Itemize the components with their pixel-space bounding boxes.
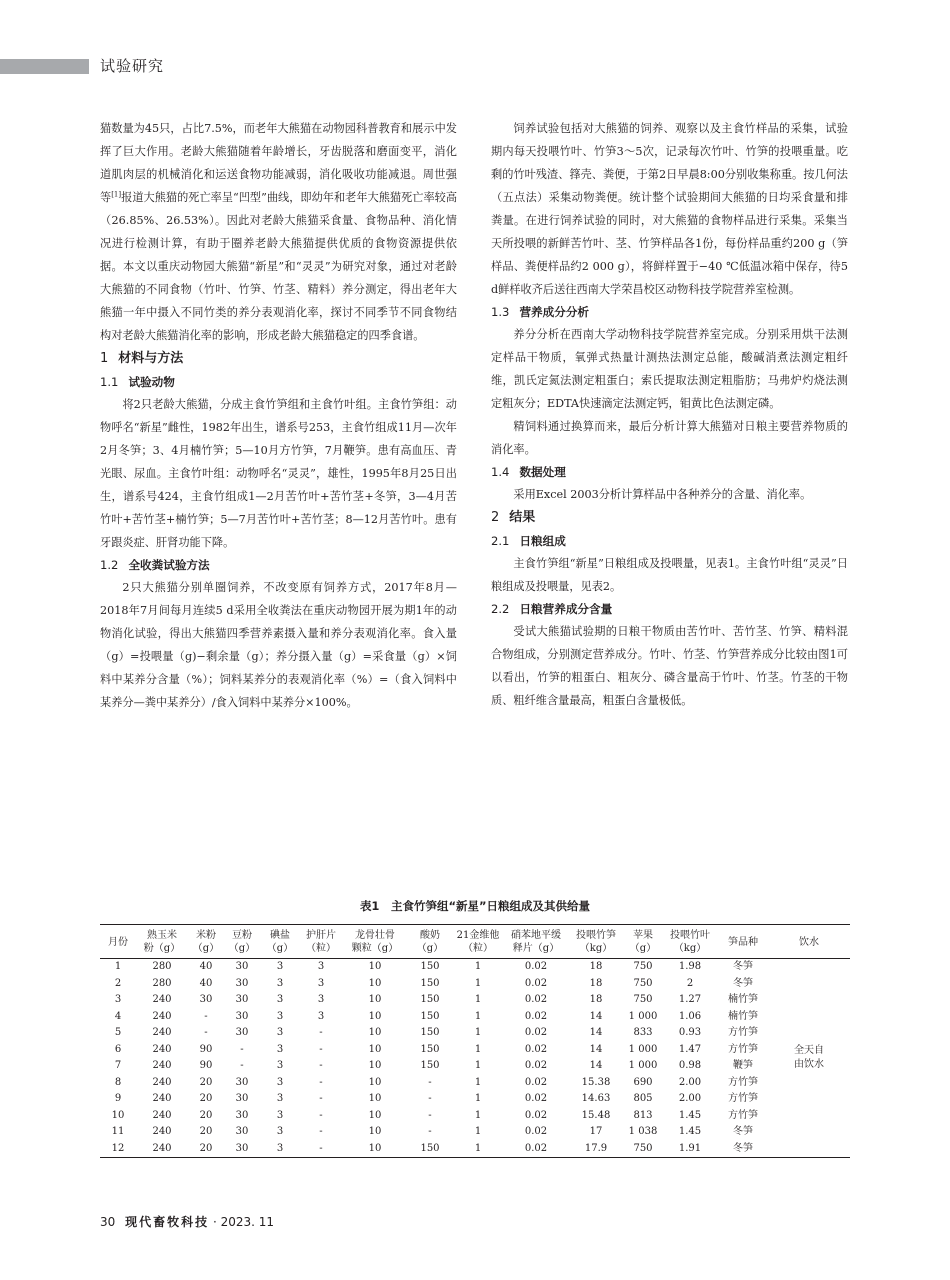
column-header: 苹果 （g） — [629, 930, 657, 954]
heading-materials-methods: 1 材料与方法 — [100, 351, 184, 366]
table-cell: 150 — [420, 1043, 440, 1055]
table-cell: - — [319, 1076, 323, 1088]
table-cell: 3 — [276, 1142, 284, 1154]
table-cell: 11 — [111, 1126, 125, 1137]
table-cell: 813 — [633, 1109, 653, 1121]
column-header: 碘盐 （g） — [266, 930, 294, 954]
table-cell: 楠竹笋 — [728, 994, 758, 1005]
table-cell: 1.98 — [678, 961, 702, 972]
table-cell: 750 — [633, 961, 653, 972]
table-cell: 10 — [368, 1076, 382, 1088]
table-cell: 冬笋 — [733, 961, 753, 972]
table-cell: 1 000 — [628, 1010, 658, 1022]
table-cell: 280 — [152, 961, 172, 972]
paragraph: 将2只老龄大熊猫，分成主食竹笋组和主食竹叶组。主食竹笋组：动物呼名“新星”雌性，1982年出生，谱系号253，主食竹组成11月—次年2月冬笋；3、4月楠竹笋；5—10月方竹笋，7月鞭笋。患有高血压、青光眼、尿血。主食竹叶组：动物呼名“灵灵”，雄性，1995年8月25日出生，谱系号424，主食竹组成1—2月苦竹叶+苦竹茎+冬笋，3—4月苦竹叶+苦竹茎+楠竹笋；5—7月苦竹叶+苦竹茎；8—12月苦竹叶。患有牙跟炎症、肝肾功能下降。 — [100, 398, 457, 549]
issue-date: · 2023. 11 — [212, 1215, 275, 1229]
table-row — [100, 1141, 850, 1158]
table-cell: 240 — [152, 1126, 172, 1137]
table-cell: 冬笋 — [733, 977, 753, 989]
heading-results: 2 结果 — [491, 510, 536, 525]
paragraph: 主食竹笋组“新星”日粮组成及投喂量，见表1。主食竹叶组“灵灵”日粮组成及投喂量，见表2。 — [491, 557, 848, 593]
table-cell: 7 — [114, 1060, 122, 1071]
table-cell: 3 — [276, 1027, 284, 1038]
table-cell: 0.02 — [524, 961, 548, 972]
citation-ref[interactable]: [1] — [111, 190, 122, 199]
table-cell: 10 — [111, 1109, 125, 1121]
table-cell: 30 — [235, 1109, 249, 1121]
table-cell: 3 — [114, 994, 122, 1005]
table-cell: 方竹笋 — [728, 1076, 758, 1088]
table-row — [100, 1108, 850, 1125]
paragraph: 受试大熊猫试验期的日粮干物质由苦竹叶、苦竹茎、竹笋、精料混合物组成，分别测定营养成分。竹叶、竹茎、竹笋营养成分比较由图1可以看出，竹笋的粗蛋白、粗灰分、磷含量高于竹叶、竹茎。竹茎的干物质、粗纤维含量最高，粗蛋白含量极低。 — [491, 625, 848, 707]
table-cell: - — [319, 1109, 323, 1121]
table-cell: 20 — [199, 1093, 213, 1104]
table-cell: 240 — [152, 1142, 172, 1154]
right-column — [491, 117, 848, 712]
table-cell: 30 — [235, 1126, 249, 1137]
table-cell: 1 — [474, 961, 482, 972]
table-cell: 240 — [152, 1109, 172, 1121]
table-cell: - — [204, 1010, 208, 1022]
column-header: 熟玉米 粉（g） — [143, 930, 181, 954]
table-cell: 280 — [152, 977, 172, 989]
table-cell: 15.48 — [581, 1109, 611, 1121]
table-cell: 1.45 — [678, 1109, 702, 1121]
table-row — [100, 1025, 850, 1042]
column-header: 投喂竹叶 （kg） — [670, 930, 710, 954]
table-header-row — [100, 925, 850, 959]
table-cell: 0.98 — [678, 1060, 702, 1071]
table-row — [100, 1042, 850, 1059]
table-cell: 3 — [276, 1109, 284, 1121]
column-header: 笋品种 — [728, 936, 758, 948]
table-cell: 240 — [152, 1093, 172, 1104]
table-cell: 1 — [474, 977, 482, 989]
table-cell: 90 — [199, 1043, 213, 1055]
table-cell: - — [428, 1076, 432, 1088]
table-cell: 150 — [420, 1060, 440, 1071]
table-cell: 750 — [633, 1142, 653, 1154]
table-row — [100, 992, 850, 1009]
table-cell: - — [319, 1027, 323, 1038]
table-cell: 20 — [199, 1142, 213, 1154]
table-cell: 1.27 — [678, 994, 702, 1005]
page-number: 30 — [100, 1215, 116, 1229]
table-cell: 2.00 — [678, 1076, 702, 1088]
table-cell: 1 — [474, 994, 482, 1005]
table-cell: - — [240, 1060, 244, 1071]
table-cell: 鞭笋 — [733, 1060, 753, 1071]
table-cell: - — [428, 1093, 432, 1104]
table-cell: 805 — [633, 1093, 653, 1104]
table-cell: 2.00 — [678, 1093, 702, 1104]
table-cell: 12 — [111, 1142, 125, 1154]
table-cell: 1 — [474, 1142, 482, 1154]
table-cell: 3 — [276, 1060, 284, 1071]
table-cell: 750 — [633, 994, 653, 1005]
table-cell: 方竹笋 — [728, 1043, 758, 1055]
paragraph: 采用Excel 2003分析计算样品中各种养分的含量、消化率。 — [513, 488, 812, 501]
table-cell: 3 — [317, 977, 325, 989]
table-cell: 240 — [152, 1027, 172, 1038]
table-cell: - — [240, 1043, 244, 1055]
paragraph: 2只大熊猫分别单圈饲养，不改变原有饲养方式，2017年8月—2018年7月间每月连续5 d采用全收粪法在重庆动物园开展为期1年的动物消化试验，得出大熊猫四季营养素摄入量和养分表观消化率。食入量（g）=投喂量（g)−剩余量（g）；养分摄入量（g）=采食量（g）×饲料中某养分含量（%）；饲料某养分的表观消化率（%）=（食入饲料中某养分—粪中某养分）/食入饲料中某养分×100%。 — [100, 581, 457, 709]
table-cell: 0.02 — [524, 1109, 548, 1121]
table-cell: 0.02 — [524, 1043, 548, 1055]
table-cell: 20 — [199, 1126, 213, 1137]
table-cell: 20 — [199, 1109, 213, 1121]
table-cell: 30 — [199, 994, 213, 1005]
table-cell: 30 — [235, 1142, 249, 1154]
table-cell: 14 — [589, 1060, 603, 1071]
column-header: 投喂竹笋 （kg） — [576, 930, 616, 954]
table-cell: 1 038 — [628, 1126, 658, 1137]
table-cell: 1.91 — [678, 1142, 702, 1154]
column-header: 豆粉 （g） — [228, 930, 256, 954]
table-row — [100, 1009, 850, 1026]
table-cell: 0.02 — [524, 1126, 548, 1137]
table-cell: 5 — [114, 1027, 122, 1038]
table-cell: 4 — [114, 1010, 122, 1022]
table-cell: 3 — [317, 1010, 325, 1022]
table-cell: 0.93 — [678, 1027, 702, 1038]
column-header: 饮水 — [799, 936, 819, 948]
table-cell: 0.02 — [524, 994, 548, 1005]
table-cell: 10 — [368, 1010, 382, 1022]
table-cell: 1 — [474, 1093, 482, 1104]
table-cell: 30 — [235, 1027, 249, 1038]
table-cell: 方竹笋 — [728, 1093, 758, 1104]
table-cell: 18 — [589, 994, 603, 1005]
table-cell: 30 — [235, 994, 249, 1005]
table-cell: 30 — [235, 1010, 249, 1022]
paragraph: 饲养试验包括对大熊猫的饲养、观察以及主食竹样品的采集，试验期内每天投喂竹叶、竹笋3～5次，记录每次竹叶、竹笋的投喂重量。吃剩的竹叶残渣、箨壳、粪便，于第2日早晨8:00分别收集称重。按几何法（五点法）采集动物粪便。统计整个试验期间大熊猫的日均采食量和排粪量。在进行饲养试验的同时，对大熊猫的食物样品进行采集。采集当天所投喂的新鲜苦竹叶、茎、竹笋样品各1份，每份样品重约200 g（笋样品、粪便样品约2 000 g），将鲜样置于−40 ℃低温冰箱中保存，待5 d鲜样收齐后送往西南大学荣昌校区动物科技学院营养室检测。 — [491, 122, 848, 296]
table-cell: 14.63 — [581, 1093, 611, 1104]
table-cell: 30 — [235, 1076, 249, 1088]
table-cell: 1 — [474, 1010, 482, 1022]
table-cell: 6 — [114, 1043, 122, 1055]
table-cell: 10 — [368, 961, 382, 972]
table-cell: 30 — [235, 961, 249, 972]
table-cell: 240 — [152, 1043, 172, 1055]
table-row — [100, 1075, 850, 1092]
table-cell: 10 — [368, 1060, 382, 1071]
table-cell: 40 — [199, 977, 213, 989]
diet-table — [100, 924, 850, 1158]
table-cell: 3 — [276, 1076, 284, 1088]
table-cell: 9 — [114, 1093, 122, 1104]
table-cell: 冬笋 — [733, 1142, 753, 1154]
table-cell: 833 — [633, 1027, 653, 1038]
table-cell: 1 — [474, 1060, 482, 1071]
table-cell: 14 — [589, 1010, 603, 1022]
table-cell: 10 — [368, 1126, 382, 1137]
table-cell: - — [319, 1093, 323, 1104]
table-cell: 8 — [114, 1076, 122, 1088]
table-cell: 15.38 — [581, 1076, 611, 1088]
table-cell: - — [204, 1027, 208, 1038]
column-header: 米粉 （g） — [192, 930, 220, 954]
heading-test-animals: 1.1 试验动物 — [100, 375, 175, 389]
paragraph: 精饲料通过换算而来，最后分析计算大熊猫对日粮主要营养物质的消化率。 — [491, 420, 848, 456]
table-cell: 150 — [420, 1010, 440, 1022]
table-cell: 1 000 — [628, 1060, 658, 1071]
table-cell: 0.02 — [524, 1027, 548, 1038]
table-cell: 150 — [420, 1142, 440, 1154]
table-cell: 1 — [474, 1043, 482, 1055]
table-cell: 1 — [474, 1126, 482, 1137]
left-column — [100, 117, 457, 714]
table-cell: 0.02 — [524, 1060, 548, 1071]
table-cell: 1.45 — [678, 1126, 702, 1137]
table-cell: 20 — [199, 1076, 213, 1088]
table-cell: 14 — [589, 1027, 603, 1038]
table-cell: 17 — [589, 1126, 603, 1137]
table-cell: 150 — [420, 977, 440, 989]
table-cell: 90 — [199, 1060, 213, 1071]
heading-data-processing: 1.4 数据处理 — [491, 465, 566, 479]
paragraph: 养分分析在西南大学动物科技学院营养室完成。分别采用烘干法测定样品干物质，氧弹式热量计测热法测定总能，酸碱消煮法测定粗纤维，凯氏定氮法测定粗蛋白；索氏提取法测定粗脂肪；马弗炉灼烧法测定粗灰分；EDTA快速滴定法测定钙，钼黄比色法测定磷。 — [491, 328, 848, 410]
column-header: 硝苯地平缓 释片（g） — [511, 930, 561, 954]
column-header: 护肝片 （粒） — [306, 930, 336, 954]
table-cell: 2 — [686, 977, 694, 989]
table-title: 表1 主食竹笋组“新星”日粮组成及其供给量 — [359, 899, 591, 913]
table-cell: 冬笋 — [733, 1126, 753, 1137]
table-cell: 10 — [368, 1142, 382, 1154]
table-cell: - — [428, 1109, 432, 1121]
table-cell: 0.02 — [524, 1076, 548, 1088]
table-cell: 1 000 — [628, 1043, 658, 1055]
table-cell: 3 — [317, 994, 325, 1005]
table-cell: 10 — [368, 1043, 382, 1055]
table-cell: - — [428, 1126, 432, 1137]
table-cell: 10 — [368, 977, 382, 989]
column-header: 龙骨壮骨 颗粒（g） — [351, 930, 399, 954]
table-cell: 3 — [276, 977, 284, 989]
table-cell: 3 — [276, 1093, 284, 1104]
table-cell: 3 — [276, 1126, 284, 1137]
table-cell: 10 — [368, 1093, 382, 1104]
table-cell: 690 — [633, 1076, 653, 1088]
table-cell: 1 — [114, 961, 122, 972]
table-cell: 14 — [589, 1043, 603, 1055]
table-cell: 3 — [276, 1010, 284, 1022]
table-cell: - — [319, 1142, 323, 1154]
table-row — [100, 1058, 850, 1075]
table-cell: 1 — [474, 1109, 482, 1121]
table-cell: - — [319, 1126, 323, 1137]
page-footer — [100, 1213, 274, 1230]
table-cell: 1.06 — [678, 1010, 702, 1022]
column-header: 21金维他 （粒） — [456, 930, 500, 954]
table-cell: 30 — [235, 977, 249, 989]
table-cell: 30 — [235, 1093, 249, 1104]
column-header: 月份 — [108, 936, 128, 948]
table-cell: 150 — [420, 1027, 440, 1038]
table-cell: 方竹笋 — [728, 1109, 758, 1121]
table-cell: - — [319, 1043, 323, 1055]
table-cell: 0.02 — [524, 1093, 548, 1104]
heading-diet-nutrients: 2.2 日粮营养成分含量 — [491, 602, 613, 616]
water-cell: 全天自 由饮水 — [794, 1045, 824, 1070]
table-cell: 楠竹笋 — [728, 1010, 758, 1022]
table-row — [100, 976, 850, 993]
table-cell: 3 — [276, 994, 284, 1005]
heading-diet-composition: 2.1 日粮组成 — [491, 534, 566, 548]
section-label: 试验研究 — [100, 57, 165, 75]
table-cell: 方竹笋 — [728, 1027, 758, 1038]
table-cell: 1 — [474, 1027, 482, 1038]
heading-fecal-method: 1.2 全收粪试验方法 — [100, 558, 210, 572]
table-row — [100, 1091, 850, 1108]
table-cell: 10 — [368, 1109, 382, 1121]
table-cell: 0.02 — [524, 1010, 548, 1022]
table-cell: 40 — [199, 961, 213, 972]
column-header: 酸奶 （g） — [416, 930, 444, 954]
table-cell: 150 — [420, 961, 440, 972]
table-cell: 3 — [276, 961, 284, 972]
table-cell: 18 — [589, 977, 603, 989]
table-cell: - — [319, 1060, 323, 1071]
table-cell: 1 — [474, 1076, 482, 1088]
table-cell: 150 — [420, 994, 440, 1005]
table-cell: 240 — [152, 1076, 172, 1088]
table-cell: 1.47 — [678, 1043, 702, 1055]
heading-nutrient-analysis: 1.3 营养成分分析 — [491, 305, 590, 319]
table-cell: 0.02 — [524, 1142, 548, 1154]
table-cell: 240 — [152, 994, 172, 1005]
table-cell: 240 — [152, 1010, 172, 1022]
table-cell: 10 — [368, 1027, 382, 1038]
table-cell: 10 — [368, 994, 382, 1005]
table-cell: 2 — [114, 977, 122, 989]
table-cell: 0.02 — [524, 977, 548, 989]
table-cell: 3 — [317, 961, 325, 972]
table-cell: 750 — [633, 977, 653, 989]
paragraph: 猫数量为45只，占比7.5%，而老年大熊猫在动物园科普教育和展示中发挥了巨大作用。老龄大熊猫随着年龄增长，牙齿脱落和磨面变平，消化道肌肉层的机械消化和运送食物功能减弱，消化吸收功能减退。周世强等[1]报道大熊猫的死亡率呈“凹型”曲线，即幼年和老年大熊猫死亡率较高（26.85%、26.53%）。因此对老龄大熊猫采食量、食物品种、消化情况进行检测计算，有助于圈养老龄大熊猫提供优质的食物资源提供依据。本文以重庆动物园大熊猫“新星”和“灵灵”为研究对象，通过对老龄大熊猫的不同食物（竹叶、竹笋、竹茎、精料）养分测定，得出老年大熊猫一年中摄入不同竹类的养分表观消化率，探讨不同季节不同食物结构对老龄大熊猫消化率的影响，形成老龄大熊猫稳定的四季食谱。 — [100, 122, 458, 342]
table-cell: 3 — [276, 1043, 284, 1055]
journal-name: 现代畜牧科技 — [125, 1215, 210, 1229]
table-cell: 18 — [589, 961, 603, 972]
table-row — [100, 959, 850, 976]
table-cell: 17.9 — [584, 1142, 608, 1154]
table-cell: 240 — [152, 1060, 172, 1071]
table-row — [100, 1124, 850, 1141]
section-bar — [0, 59, 89, 74]
